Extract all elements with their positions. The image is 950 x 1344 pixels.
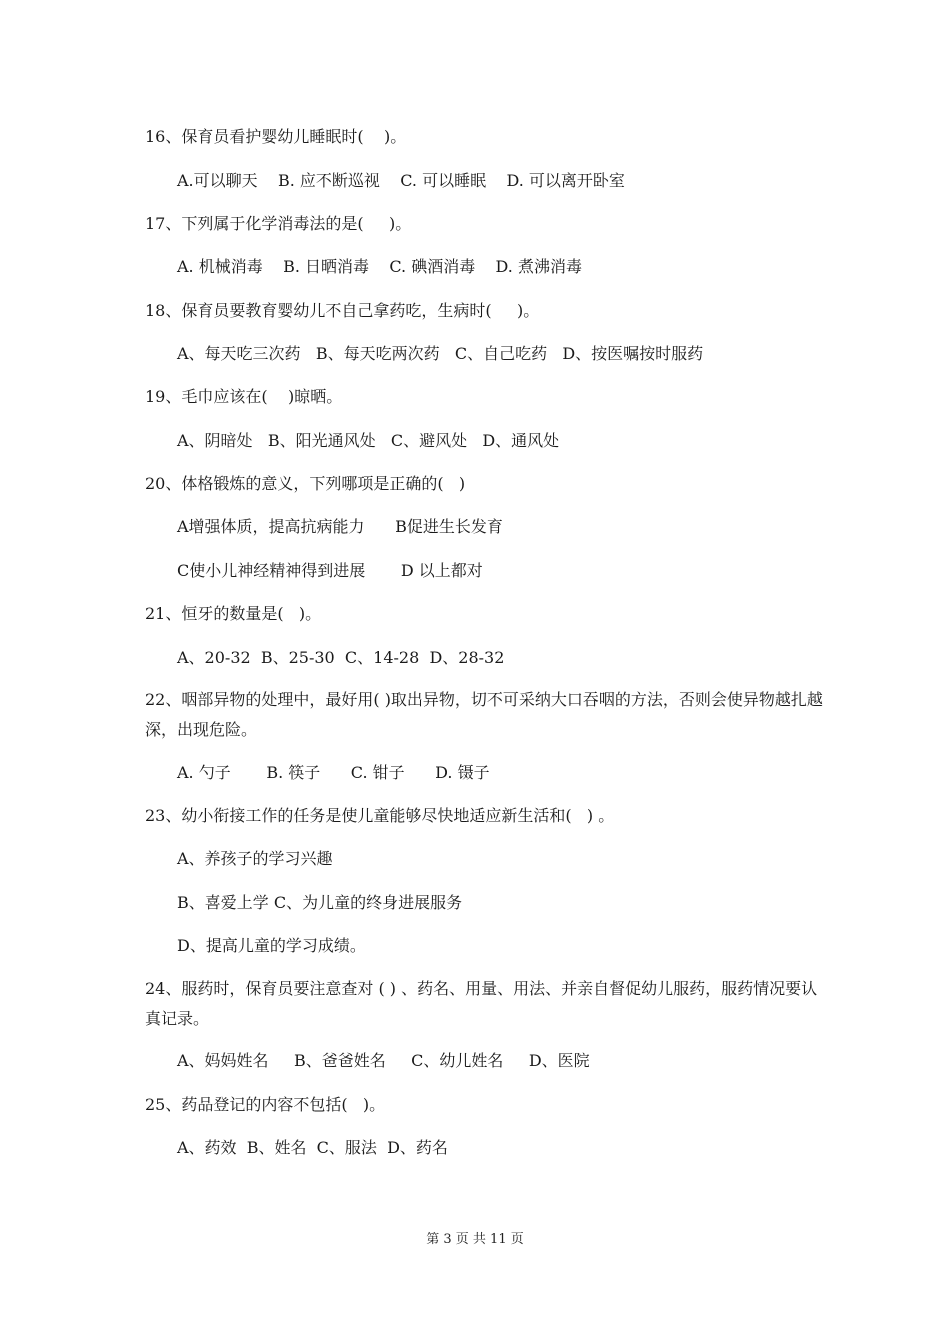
question-20-option-line-1: A增强体质，提高抗病能力 B促进生长发育 <box>177 517 503 536</box>
question-16-options: A.可以聊天 B. 应不断巡视 C. 可以睡眠 D. 可以离开卧室 <box>177 171 625 190</box>
question-22-stem: 22、咽部异物的处理中，最好用( )取出异物，切不可采纳大口吞咽的方法，否则会使异物越扎越深，出现危险。 <box>145 690 823 739</box>
question-23-option-a: A、养孩子的学习兴趣 <box>177 849 333 868</box>
question-24-options: A、妈妈姓名 B、爸爸姓名 C、幼儿姓名 D、医院 <box>177 1051 590 1070</box>
question-23-option-b-c: B、喜爱上学 C、为儿童的终身进展服务 <box>177 893 463 912</box>
question-21-options: A、20-32 B、25-30 C、14-28 D、28-32 <box>177 648 505 667</box>
question-19-stem: 19、毛巾应该在( )晾晒。 <box>145 387 343 406</box>
question-18-options: A、每天吃三次药 B、每天吃两次药 C、自己吃药 D、按医嘱按时服药 <box>177 344 704 363</box>
question-20-option-line-2: C使小儿神经精神得到进展 D 以上都对 <box>177 561 483 580</box>
question-19-options: A、阴暗处 B、阳光通风处 C、避风处 D、通风处 <box>177 431 560 450</box>
question-25-stem: 25、药品登记的内容不包括( )。 <box>145 1095 386 1114</box>
question-16-stem: 16、保育员看护婴幼儿睡眠时( )。 <box>145 127 407 146</box>
page-number-footer: 第 3 页 共 11 页 <box>426 1232 524 1247</box>
question-21-stem: 21、恒牙的数量是( )。 <box>145 604 322 623</box>
question-17-options: A. 机械消毒 B. 日晒消毒 C. 碘酒消毒 D. 煮沸消毒 <box>177 257 582 276</box>
question-23-stem: 23、幼小衔接工作的任务是使儿童能够尽快地适应新生活和( ) 。 <box>145 806 615 825</box>
question-17-stem: 17、下列属于化学消毒法的是( )。 <box>145 214 412 233</box>
question-24-stem: 24、服药时，保育员要注意查对 ( ) 、药名、用量、用法、并亲自督促幼儿服药，服药情况要认真记录。 <box>145 979 818 1028</box>
question-22-options: A. 勺子 B. 筷子 C. 钳子 D. 镊子 <box>177 763 490 782</box>
question-18-stem: 18、保育员要教育婴幼儿不自己拿药吃，生病时( )。 <box>145 301 540 320</box>
question-20-stem: 20、体格锻炼的意义，下列哪项是正确的( ) <box>145 474 466 493</box>
question-23-option-d: D、提高儿童的学习成绩。 <box>177 936 366 955</box>
question-25-options: A、药效 B、姓名 C、服法 D、药名 <box>177 1138 448 1157</box>
